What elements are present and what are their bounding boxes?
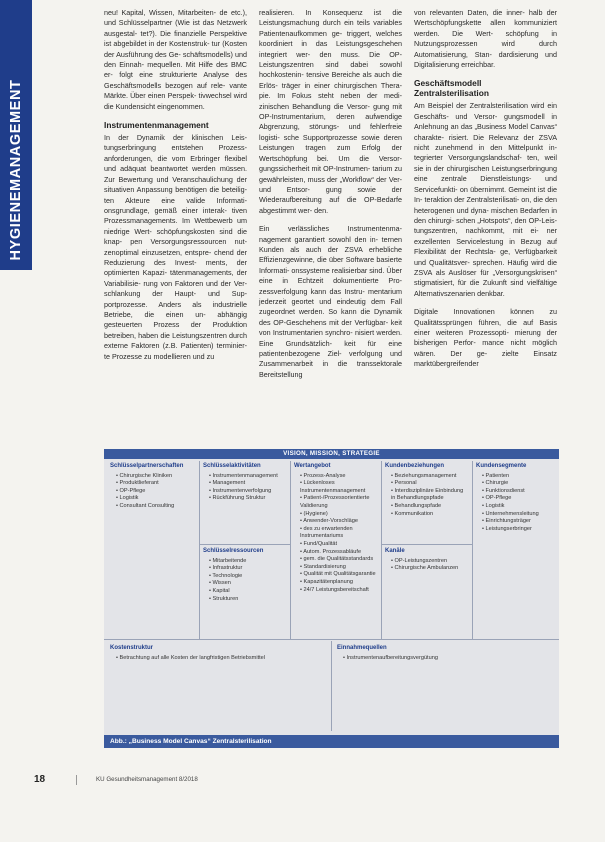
block-item: • des zu erwartenden Instrumentariums xyxy=(300,526,378,541)
block-item: • Fund/Qualität xyxy=(300,541,378,549)
paragraph: Digitale Innovationen können zu Qualitätssprüngen führen, die auf Basis einer weiteren Prozessopti- mierung der bisherigen Perfor- mance nicht möglich wären. Der ge- zielte Einsatz marktübergreifender xyxy=(414,307,557,369)
block-item: • Lückenloses Instrumentenmanagement xyxy=(300,480,378,495)
block-item: • Patienten xyxy=(482,473,556,481)
block-item: • Chirurgische Ambulanzen xyxy=(391,565,469,573)
block-item: • Infrastruktur xyxy=(209,565,287,573)
section-label: HYGIENEMANAGEMENT xyxy=(8,79,24,261)
block-title: Schlüsselressourcen xyxy=(203,548,264,554)
block-item: • Qualität mit Qualitätsgarantie xyxy=(300,571,378,579)
block-item: • Wissen xyxy=(209,580,287,588)
canvas-block-key-resources xyxy=(203,548,287,603)
paragraph: In der Dynamik der klinischen Leis- tungserbringung entstehen Prozess- anforderungen, die vom Erbringer flexibel und adäquat beantwortet werden müssen. Zur Bewertung und Veranschaulichung der situativen Anpassung benötigen die beteilig- ten Akteure eine valide Informati- onsgrundlage, gemäß einer interak- tiven Prozessmanagements. Im Wettbewerb um niedrige Wert- schöpfungskosten sind die knap- pen Versorgungsressourcen nut- zenoptimal einzusetzen, entspre- chend der Reduzierung des Invest- ments, der optimierten Kapazi- tätenmanagements, der Variabilisie- rung von Faktoren und der Ver- schlankung der Haupt- und Sup- portprozesse. Anders als industrielle Betriebe, die einen un- abhängig gesteuerten Prozess der Produktion betreiben, haben die Leistungszentren durch externe Faktoren (z.B. Patienten) terminier- te Prozesse zu modellieren und zu xyxy=(104,133,247,361)
block-item: • Betrachtung auf alle Kosten der langfristigen Betriebsmittel xyxy=(116,655,325,663)
canvas-block-revenue-streams xyxy=(337,645,553,662)
journal-reference: KU Gesundheitsmanagement 8/2018 xyxy=(96,776,198,783)
section-sidebar xyxy=(0,0,32,270)
block-item: • Beziehungsmanagement xyxy=(391,473,469,481)
block-item: • 24/7 Leistungsbereitschaft xyxy=(300,587,378,595)
paragraph: neu! Kapital, Wissen, Mitarbeiten- de etc.), und Schlüsselpartner (Wie ist das Netzwerk ausgestal- tet?). Die finanzielle Perspektive ist abgebildet in der Kostenstruk- tur (Kosten der Ausführung des Ge- schäftsmodells) und den Einnah- mequellen. Mit Hilfe des BMC er- folgt eine strukturierte Analyse des Geschäftsmodells bezogen auf rele- vante Märkte. Über einen Perspek- tivwechsel wird die Kundensicht eingenommen. xyxy=(104,8,247,111)
figure-caption-bar xyxy=(104,735,559,748)
text-column-1 xyxy=(104,8,247,370)
block-title: Einnahmequellen xyxy=(337,645,387,651)
block-item: • Logistik xyxy=(482,503,556,511)
figure-caption: Abb.: „Business Model Canvas“ Zentralsterilisation xyxy=(110,738,272,745)
block-item: • Chirurgie xyxy=(482,480,556,488)
block-item: • Standardisierung xyxy=(300,564,378,572)
block-item: • Instrumentenmanagement xyxy=(209,473,287,481)
text-column-2 xyxy=(259,8,402,388)
vision-band xyxy=(104,449,559,459)
paragraph: von relevanten Daten, die inner- halb der Wertschöpfungskette allen kommuniziert werden. Die Wert- schöpfung in Nutzungsprozessen wird durch Automatisierung, Stan- dardisierung und Digitalisierung erreichbar. xyxy=(414,8,557,70)
block-item: • Instrumentenaufbereitungsvergütung xyxy=(343,655,553,663)
block-title: Wertangebot xyxy=(294,463,331,469)
block-item: • OP-Leistungszentren xyxy=(391,558,469,566)
block-item: • Chirurgische Kliniken xyxy=(116,473,196,481)
block-item: • Management xyxy=(209,480,287,488)
canvas-block-channels xyxy=(385,548,469,573)
block-item: • Produktlieferant xyxy=(116,480,196,488)
block-title: Kundensegmente xyxy=(476,463,527,469)
canvas-block-customer-relationships xyxy=(385,463,469,518)
block-title: Schlüsselpartnerschaften xyxy=(110,463,184,469)
business-model-canvas-figure xyxy=(104,449,559,748)
text-column-3 xyxy=(414,8,557,378)
block-item: • OP-Pflege xyxy=(482,495,556,503)
block-item: • Anwender-Vorschläge xyxy=(300,518,378,526)
block-title: Kundenbeziehungen xyxy=(385,463,444,469)
vision-band-label: VISION, MISSION, STRATEGIE xyxy=(283,450,380,457)
block-item: • Personal xyxy=(391,480,469,488)
block-item: • Unternehmensleitung xyxy=(482,511,556,519)
block-item: • Interdisziplinäre Einbindung in Behandlungspfade xyxy=(391,488,469,503)
block-item: • Consultant Consulting xyxy=(116,503,196,511)
block-item: • Kommunikation xyxy=(391,511,469,519)
block-title: Kanäle xyxy=(385,548,405,554)
paragraph: Am Beispiel der Zentralsterilisation wird ein Geschäfts- und Versor- gungsmodell in Anlehnung an das „Business Model Canvas“ charakte- risiert. Die Relevanz der ZSVA nicht zunehmend in den Mittelpunkt in- tegrierter Versorgungslandschaf- ten, weil sie in der chirurgischen Leistungserbringung eine zentrale Dienstleistungs- und Servicefunkti- on übernimmt. Gemeint ist die In- teraktion der Zentralsterilisati- on, die den heterogenen und dyna- mischen Bedarfen in den chirurgi- schen „Hotspots“, den OP-Leis- tungszentren, nachkommt, mit ei- ner exzellenten Servicelestung in Bezug auf Flexibilität der Rechtsla- ge, Verfügbarkeit und Qualitätsver- sprechen. Häufig wird die ZSVA als Auslöser für „Versorgungskrisen“ stigmatisiert, für die Zukunft sind vielfältige Alternativszenarien denkbar. xyxy=(414,101,557,298)
canvas-block-cost-structure xyxy=(110,645,325,662)
block-item: • Prozess-Analyse xyxy=(300,473,378,481)
canvas-block-customer-segments xyxy=(476,463,556,533)
block-item: • Logistik xyxy=(116,495,196,503)
block-title: Schlüsselaktivitäten xyxy=(203,463,261,469)
paragraph: Ein verlässliches Instrumentenma- nagement garantiert sowohl den in- ternen Kunden als auch der ZSVA erhebliche Effizienzgewinne, die über Software basierte Informati- onssysteme realisierbar sind. Über eine in Echtzeit dokumentierte Pro- zessverfolgung kann das Instru- mentarium jederzeit geortet und eindeutig dem Fall zugeordnet werden. So kann die Dynamik des OP-Geschehens mit der Verfügbar- keit von Instrumentarien synchro- nisiert werden. Eine Grundsätzlich- keit für eine patientenbezogene Ziel- verfolgung und Zusammenarbeit in die transsektorale Bereitstellung xyxy=(259,224,403,379)
block-item: • gem. die Qualitätsstandards xyxy=(300,556,378,564)
block-item: • Rückführung Struktur xyxy=(209,495,287,503)
block-item: • Mitarbeitende xyxy=(209,558,287,566)
canvas-block-value-proposition xyxy=(294,463,378,594)
block-title: Kostenstruktur xyxy=(110,645,154,651)
block-item: • Instrumentenverfolgung xyxy=(209,488,287,496)
block-item: • Kapital xyxy=(209,588,287,596)
paragraph: realisieren. In Konsequenz ist die Leistungsmachung durch ein teils variables Patientenaufkommen ge- triggert, welches koordiniert in das Leistungsgeschehen integriert wer- den muss. Die OP-Leistungszentren sind dabei sowohl hochkostenin- tensive Bereiche als auch die Erlös- träger in einer chirurgischen Thera- pie. Im Fokus steht neben der medi- zinischen Behandlung die Versor- gung mit OP-Instrumentarium, deren aufwendige Abgrenzung, störungs- und fehlerfreie logisti- sche Supportprozesse sowie deren Leistungen tragen zum Erfolg der Wertschöpfung bei. Um die Versor- gungssicherheit mit OP-Instrumen- tarium zu gewährleisten, muss der „Workflow“ der Ver- und Entsor- gung sowie der Wiederaufbereitung auf die OP-Bedarfe abgestimmt wer- den. xyxy=(259,8,402,215)
canvas-block-key-activities xyxy=(203,463,287,503)
subheading: Instrumentenmanagement xyxy=(104,120,209,131)
block-item: • Funktionsdienst xyxy=(482,488,556,496)
block-item: • Kapazitätenplanung xyxy=(300,579,378,587)
block-item: • OP-Pflege xyxy=(116,488,196,496)
block-item: • Technologie xyxy=(209,573,287,581)
subheading: Geschäftsmodell Zentralsterilisation xyxy=(414,78,489,99)
block-item: • Behandlungspfade xyxy=(391,503,469,511)
block-item: • Autom. Prozessabläufe xyxy=(300,549,378,557)
block-item: • (Hygiene) xyxy=(300,511,378,519)
footer-divider xyxy=(76,775,77,785)
canvas-block-key-partners xyxy=(110,463,196,511)
page-number: 18 xyxy=(34,774,46,785)
block-item: • Leistungserbringer xyxy=(482,526,556,534)
block-item: • Einrichtungsträger xyxy=(482,518,556,526)
block-item: • Patient-/Prozessorientierte Validierung xyxy=(300,495,378,510)
block-item: • Strukturen xyxy=(209,596,287,604)
